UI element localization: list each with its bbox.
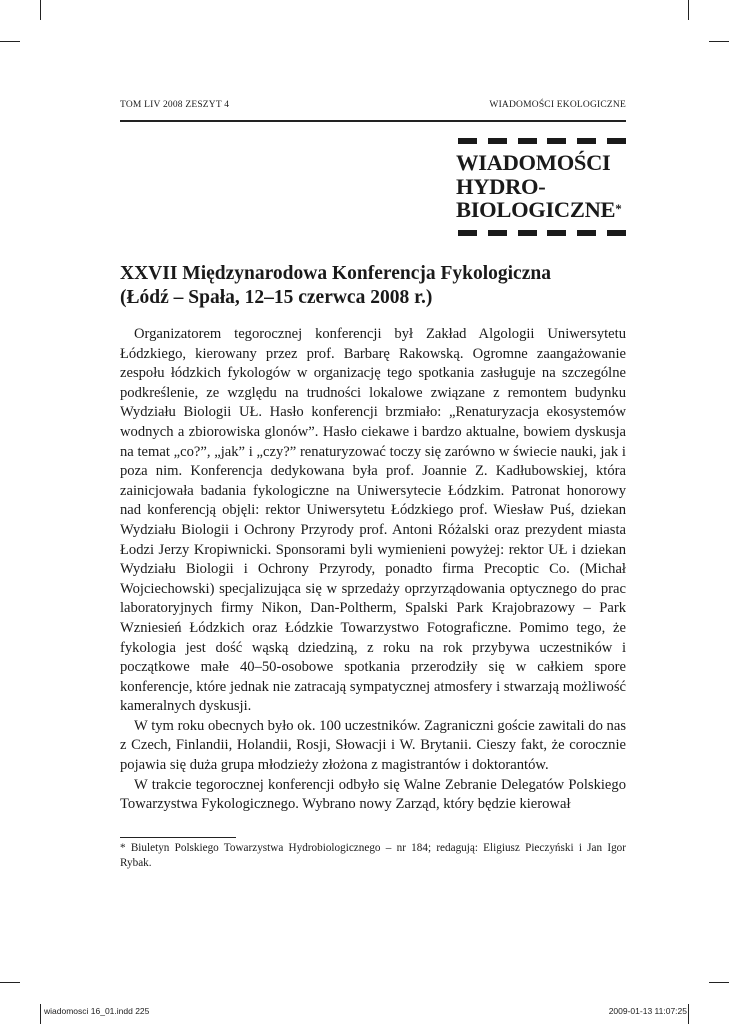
running-head-left: TOM LIV 2008 ZESZYT 4 [120,100,230,110]
logo-footnote-mark: * [615,201,622,216]
logo-dash-row-bottom [458,230,626,236]
crop-mark [40,0,41,20]
logo-line-3: BIOLOGICZNE [456,197,616,222]
footnote-rule [120,837,236,838]
crop-mark [688,1004,689,1024]
crop-mark [709,982,729,983]
print-slug-timestamp: 2009-01-13 11:07:25 [608,1006,687,1016]
crop-mark [688,0,689,20]
crop-mark [40,1004,41,1024]
running-head [120,100,626,110]
logo-dash-row-top [458,138,626,144]
print-slug-file: wiadomosci 16_01.indd 225 [44,1006,150,1016]
logo-line-2: HYDRO- [456,173,546,199]
journal-logo [456,151,631,222]
body-paragraph: W trakcie tegorocznej konferencji odbyło się Walne Zebranie Delegatów Polskiego Towarzystwa Fykologicznego. Wybrano nowy Zarząd, który będzie kierował [120,776,626,813]
article-body [120,325,626,815]
logo-line-1: WIADOMOŚCI [456,150,611,175]
crop-mark [0,41,20,42]
title-line-2: (Łódź – Spała, 12–15 czerwca 2008 r.) [120,287,433,308]
running-head-right: WIADOMOŚCI EKOLOGICZNE [489,100,626,110]
title-line-1: XXVII Międzynarodowa Konferencja Fykologiczna [120,263,551,284]
body-paragraph: Organizatorem tegorocznej konferencji był Zakład Algologii Uniwersytetu Łódzkiego, kierowany przez prof. Barbarę Rakowską. Ogromne zaangażowanie zespołu łódzkich fykologów w organizację tego spotkania zasługuje na szczególne podkreślenie, ze względu na trudności lokalowe związane z remontem budynku Wydziału Biologii UŁ. Hasło konferencji brzmiało: „Renaturyzacja ekosystemów wodnych a zbiorowiska glonów”. Hasło ciekawe i bardzo aktualne, bowiem dyskusja na temat „co?”, „jak” i „czy?” renaturyzować toczy się zarówno w świecie nauki, jak i poza nim. Konferencja dedykowana była prof. Joannie Z. Kadłubowskiej, która zainicjowała badania fykologiczne na Uniwersytecie Łódzkim. Patronat honorowy nad konferencją objęli: rektor Uniwersytetu Łódzkiego prof. Wiesław Puś, dziekan Wydziału Biologii i Ochrony Przyrody prof. Antoni Różalski oraz prezydent miasta Łodzi Jerzy Kropiwnicki. Sponsorami byli wymienieni powyżej: rektor UŁ i dziekan Wydziału Biologii i Ochrony Przyrody, ponadto firma Precoptic Co. (Michał Wojciechowski) specjalizująca się w sprzedaży oprzyrządowania optycznego do prac laboratoryjnych firmy Nikon, Dan-Poltherm, Spalski Park Krajobrazowy – Park Wzniesień Łódzkich oraz Łódzkie Towarzystwo Fotograficzne. Pomimo tego, że fykologia jest dość wąską dziedziną, z roku na rok przybywa uczestników i początkowe małe 40–50-osobowe spotkania przerodziły się w całkiem spore konferencje, które jednak nie zatracają sympatycznej atmosfery i stwarzają możliwość kameralnych dyskusji. [120,326,626,715]
footnote: * Biuletyn Polskiego Towarzystwa Hydrobiologicznego – nr 184; redagują: Eligiusz Pieczyński i Jan Igor Rybak. [120,842,626,869]
header-rule [120,120,626,122]
crop-mark [0,982,20,983]
crop-mark [709,41,729,42]
body-paragraph: W tym roku obecnych było ok. 100 uczestników. Zagraniczni goście zawitali do nas z Czech, Finlandii, Holandii, Rosji, Słowacji i W. Brytanii. Cieszy fakt, że corocznie pojawia się duża grupa młodzieży złożona z magistrantów i doktorantów. [120,717,626,774]
article-title [120,262,626,310]
